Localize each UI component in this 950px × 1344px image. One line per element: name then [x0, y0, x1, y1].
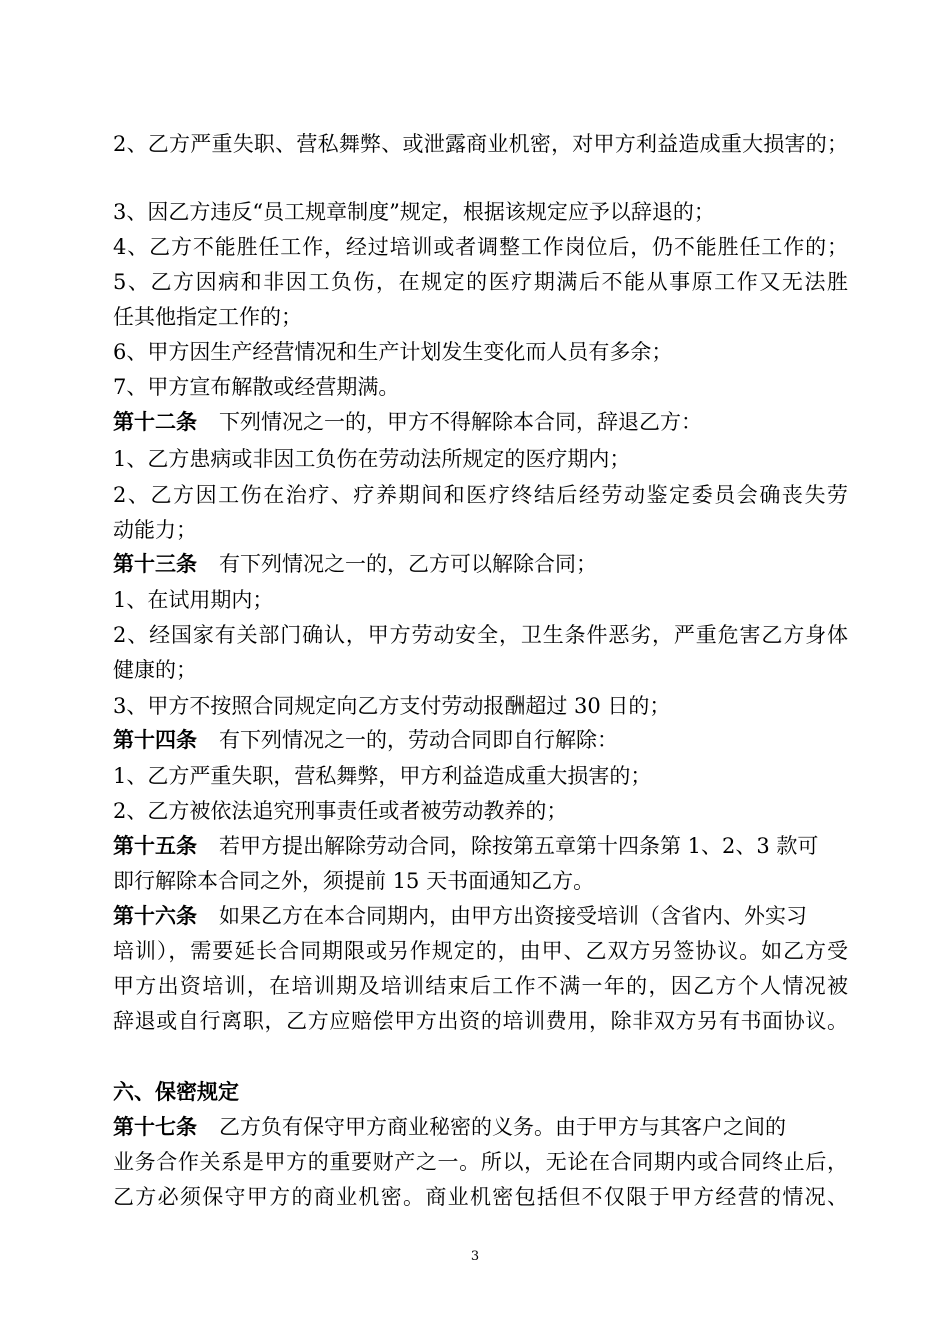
clause-line: 2、乙方严重失职、营私舞弊、或泄露商业机密，对甲方利益造成重大损害的； [113, 132, 848, 156]
article-14 [113, 726, 848, 754]
article-text: 下列情况之一的，甲方不得解除本合同，辞退乙方： [219, 410, 702, 434]
clause-line: 健康的； [113, 658, 197, 682]
article-text: 有下列情况之一的，劳动合同即自行解除： [219, 728, 618, 752]
article-13 [113, 550, 848, 578]
clause-line: 6、甲方因生产经营情况和生产计划发生变化而人员有多余； [113, 340, 673, 364]
clause-line: 3、因乙方违反“员工规章制度”规定，根据该规定应予以辞退的； [113, 200, 715, 224]
article-15 [113, 832, 848, 860]
clause-line: 1、乙方患病或非因工负伤在劳动法所规定的医疗期内； [113, 447, 631, 471]
clause-line: 任其他指定工作的； [113, 305, 302, 329]
article-17 [113, 1113, 848, 1141]
section-heading: 六、保密规定 [113, 1079, 239, 1104]
clause-line: 辞退或自行离职，乙方应赔偿甲方出资的培训费用，除非双方另有书面协议。 [113, 1009, 848, 1033]
article-label: 第十四条 [113, 727, 197, 752]
clause-line: 即行解除本合同之外，须提前 15 天书面通知乙方。 [113, 869, 595, 893]
clause-line: 4、乙方不能胜任工作，经过培训或者调整工作岗位后，仍不能胜任工作的； [113, 235, 848, 259]
article-label: 第十三条 [113, 551, 197, 576]
article-label: 第十六条 [113, 903, 197, 928]
clause-line: 业务合作关系是甲方的重要财产之一。所以，无论在合同期内或合同终止后， [113, 1150, 848, 1174]
clause-line: 5、乙方因病和非因工负伤，在规定的医疗期满后不能从事原工作又无法胜 [113, 270, 848, 294]
clause-line: 7、甲方宣布解散或经营期满。 [113, 375, 400, 399]
clause-line: 动能力； [113, 518, 197, 542]
clause-line: 1、在试用期内； [113, 588, 274, 612]
article-12 [113, 408, 848, 436]
article-text: 若甲方提出解除劳动合同，除按第五章第十四条第 1、2、3 款可 [219, 834, 819, 858]
article-text: 乙方负有保守甲方商业秘密的义务。由于甲方与其客户之间的 [219, 1115, 786, 1139]
article-label: 第十二条 [113, 409, 197, 434]
clause-line: 2、乙方因工伤在治疗、疗养期间和医疗终结后经劳动鉴定委员会确丧失劳 [113, 483, 848, 507]
clause-line: 3、甲方不按照合同规定向乙方支付劳动报酬超过 30 日的； [113, 694, 671, 718]
article-label: 第十七条 [113, 1114, 197, 1139]
clause-line: 2、经国家有关部门确认，甲方劳动安全，卫生条件恶劣，严重危害乙方身体 [113, 623, 848, 647]
article-label: 第十五条 [113, 833, 197, 858]
article-text: 有下列情况之一的，乙方可以解除合同； [219, 552, 597, 576]
clause-line: 甲方出资培训，在培训期及培训结束后工作不满一年的，因乙方个人情况被 [113, 974, 848, 998]
article-16 [113, 902, 848, 930]
clause-line: 1、乙方严重失职，营私舞弊，甲方利益造成重大损害的； [113, 764, 652, 788]
article-text: 如果乙方在本合同期内，由甲方出资接受培训（含省内、外实习 [219, 904, 807, 928]
page-number: 3 [470, 1249, 480, 1264]
clause-line: 乙方必须保守甲方的商业机密。商业机密包括但不仅限于甲方经营的情况、 [113, 1185, 848, 1209]
clause-line: 培训），需要延长合同期限或另作规定的，由甲、乙双方另签协议。如乙方受 [113, 939, 848, 963]
clause-line: 2、乙方被依法追究刑事责任或者被劳动教养的； [113, 799, 568, 823]
